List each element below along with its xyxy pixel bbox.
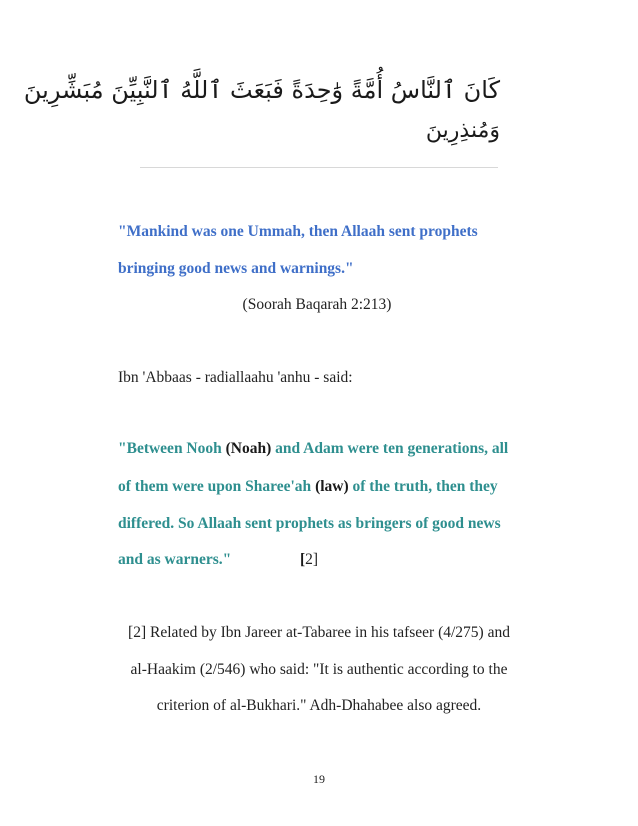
narration-line-4: and as warners." <box>118 551 232 568</box>
page-number: 19 <box>313 772 325 786</box>
narration-intro: Ibn 'Abbaas - radiallaahu 'anhu - said: <box>118 369 353 386</box>
arabic-verse-line-2: وَمُنذِرِينَ <box>425 118 500 143</box>
footnote-line-2: al-Haakim (2/546) who said: "It is authentic according to the <box>130 661 508 678</box>
footnote-ref-close: ] <box>312 551 319 568</box>
footnote-line-1: [2] Related by Ibn Jareer at-Tabaree in his tafseer (4/275) and <box>128 624 510 641</box>
narration-line-1 <box>118 439 508 459</box>
narration-line-3: differed. So Allaah sent prophets as bringers of good news <box>118 515 501 532</box>
footnote-line-3: criterion of al-Bukhari." Adh-Dhahabee also agreed. <box>156 697 482 714</box>
footnote-ref-number: 2 <box>305 551 313 568</box>
narration-line-2 <box>118 477 498 497</box>
narration-line-2-part-c: of the truth, then they <box>348 478 498 495</box>
narration-line-1-part-c: and Adam were ten generations, all <box>271 440 509 457</box>
verse-reference: (Soorah Baqarah 2:213) <box>242 296 392 313</box>
verse-translation-line-1: "Mankind was one Ummah, then Allaah sent prophets <box>118 223 478 240</box>
narration-line-2-part-a: of them were upon Sharee'ah <box>118 478 316 495</box>
narration-line-1-part-b: (Noah) <box>225 440 272 457</box>
footnote-ref-open: [ <box>300 551 306 568</box>
footnote-reference[interactable] <box>300 550 318 570</box>
divider-line <box>140 167 498 168</box>
verse-translation-line-2: bringing good news and warnings." <box>118 260 354 277</box>
narration-line-1-part-a: "Between Nooh <box>118 440 226 457</box>
narration-line-2-part-b: (law) <box>315 478 349 495</box>
arabic-verse-line-1: كَانَ ٱلنَّاسُ أُمَّةً وَٰحِدَةً فَبَعَثَ ٱللَّهُ ٱلنَّبِيِّنَ مُبَشِّرِينَ <box>23 76 500 104</box>
